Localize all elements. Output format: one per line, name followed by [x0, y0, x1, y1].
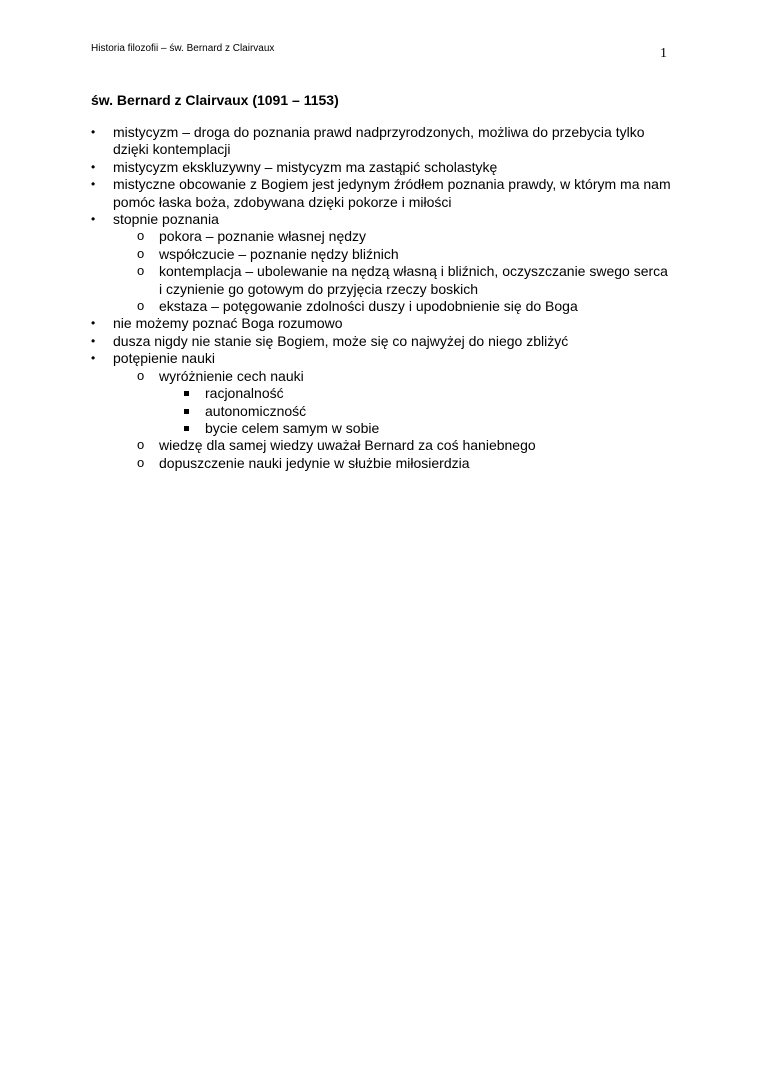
list-item-text: mistycyzm ekskluzywny – mistycyzm ma zastąpić scholastykę: [113, 158, 498, 175]
bullet-icon: •: [91, 159, 96, 174]
sub-list-item: [137, 246, 671, 263]
sub-sub-list-item: [183, 420, 671, 437]
bullet-list: [91, 124, 671, 472]
page-number: 1: [660, 46, 667, 61]
bullet-icon: •: [91, 125, 96, 139]
bullet-icon: •: [91, 177, 96, 192]
sub-list-item-text: wiedzę dla samej wiedzy uważał Bernard za coś haniebnego: [159, 437, 536, 454]
circle-bullet-icon: o: [137, 367, 145, 383]
document-body: [91, 124, 671, 472]
sub-list: [137, 228, 671, 315]
sub-list-item-text: kontemplacja – ubolewanie na nędzą własną i bliźnich, oczyszczanie swego serca i czynienie go gotowym do przyjęcia rzeczy boskich: [159, 263, 668, 297]
sub-list-item: [137, 298, 671, 315]
list-item: [91, 159, 671, 176]
circle-bullet-icon: o: [137, 263, 145, 279]
list-item: [91, 176, 671, 211]
square-bullet-icon: [184, 409, 189, 414]
document-title: św. Bernard z Clairvaux (1091 – 1153): [91, 92, 339, 108]
circle-bullet-icon: o: [137, 437, 145, 453]
sub-list-item: [137, 455, 671, 472]
list-item-text: stopnie poznania: [113, 211, 219, 228]
sub-sub-list-item: [183, 403, 671, 420]
sub-sub-list-item-text: racjonalność: [205, 385, 284, 402]
sub-list-item: [137, 228, 671, 245]
list-item-text: mistyczne obcowanie z Bogiem jest jedynym źródłem poznania prawdy, w którym ma nam pomóc łaska boża, zdobywana dzięki pokorze i miłości: [113, 176, 671, 210]
sub-list-item: [137, 437, 671, 454]
circle-bullet-icon: o: [137, 245, 145, 261]
running-header: Historia filozofii – św. Bernard z Clairvaux: [91, 43, 275, 54]
bullet-icon: •: [91, 351, 96, 366]
list-item: [91, 124, 671, 159]
square-bullet-icon: [184, 391, 189, 396]
sub-list-item-text: dopuszczenie nauki jedynie w służbie miłosierdzia: [159, 454, 470, 471]
sub-list-item: [137, 368, 671, 438]
sub-list-item-text: współczucie – poznanie nędzy bliźnich: [159, 245, 399, 262]
square-bullet-icon: [184, 426, 189, 431]
circle-bullet-icon: o: [137, 228, 145, 244]
sub-sub-list-item-text: bycie celem samym w sobie: [205, 419, 380, 436]
list-item: [91, 333, 671, 350]
bullet-icon: •: [91, 316, 96, 331]
list-item-text: potępienie nauki: [113, 350, 215, 367]
sub-list-item-text: pokora – poznanie własnej nędzy: [159, 228, 367, 245]
sub-sub-list-item-text: autonomiczność: [205, 402, 307, 419]
list-item-text: mistycyzm – droga do poznania prawd nadprzyrodzonych, możliwa do przebycia tylko dzięki kontemplacji: [113, 124, 645, 158]
list-item: [91, 350, 671, 472]
sub-sub-list: [183, 385, 671, 437]
list-item: [91, 211, 671, 315]
circle-bullet-icon: o: [137, 298, 145, 314]
bullet-icon: •: [91, 212, 96, 227]
list-item: [91, 315, 671, 332]
sub-list-item-text: ekstaza – potęgowanie zdolności duszy i upodobnienie się do Boga: [159, 298, 578, 315]
sub-list-item-text: wyróżnienie cech nauki: [159, 367, 304, 384]
list-item-text: nie możemy poznać Boga rozumowo: [113, 315, 343, 332]
sub-list-item: [137, 263, 671, 298]
sub-list: [137, 368, 671, 472]
sub-sub-list-item: [183, 385, 671, 402]
bullet-icon: •: [91, 333, 96, 348]
circle-bullet-icon: o: [137, 454, 145, 470]
list-item-text: dusza nigdy nie stanie się Bogiem, może się co najwyżej do niego zbliżyć: [113, 332, 569, 349]
